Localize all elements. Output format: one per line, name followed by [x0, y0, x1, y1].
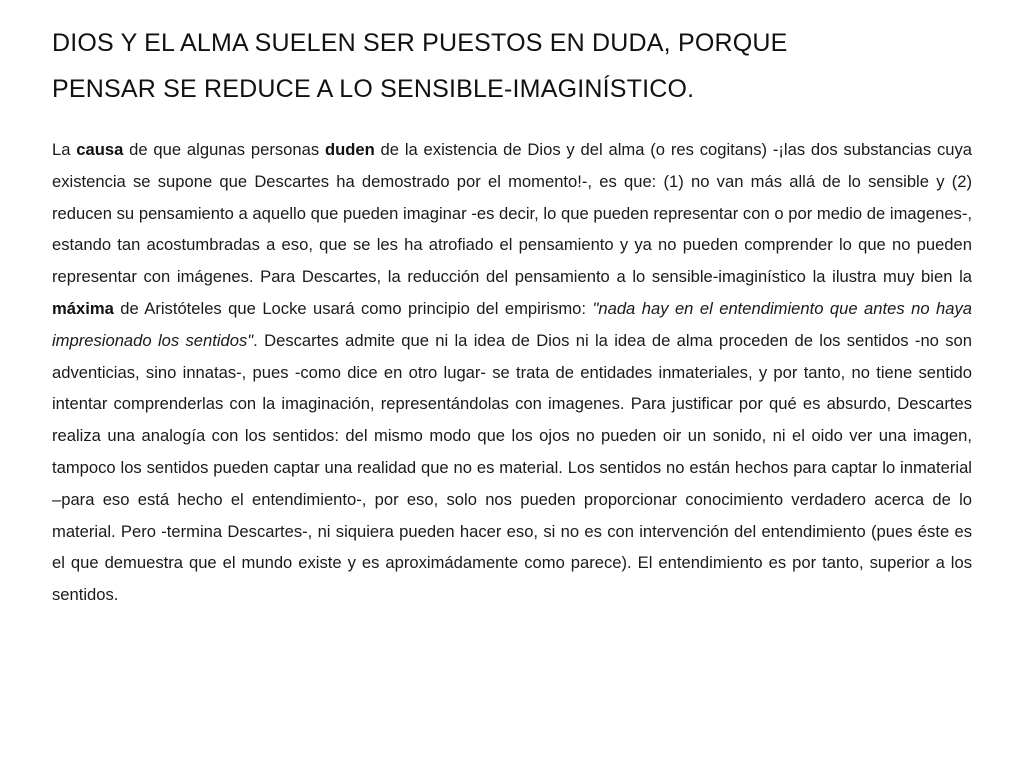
keyword-duden: duden: [324, 140, 375, 159]
paragraph-text-3: de la existencia de Dios y del alma (o res cogitans) -¡las dos substancias cuya existencia se supone que Descartes ha demostrado por el momento!-, es que: (1) no van más allá de lo sensible y (2) reducen su pensamiento a aquello que pueden imaginar -es decir, lo que pueden representar con o por medio de imagenes-, estando tan acostumbradas a eso, que se les ha atrofiado el pensamiento y ya no pueden comprender lo que no pueden representar con imágenes. Para Descartes, la reducción del pensamiento a lo sensible-imaginístico la ilustra muy bien la: [52, 140, 972, 287]
page-title: [52, 20, 972, 112]
paragraph-text-4: de Aristóteles que Locke usará como principio del empirismo:: [113, 298, 593, 318]
paragraph-text-2: de que algunas personas: [123, 140, 325, 159]
keyword-causa: causa: [76, 140, 124, 159]
body-paragraph: [52, 134, 972, 611]
document-page: [52, 0, 972, 611]
title-line-2: PENSAR SE REDUCE A LO SENSIBLE-IMAGINÍSTICO.: [52, 75, 695, 103]
paragraph-text-5: . Descartes admite que ni la idea de Dios ni la idea de alma proceden de los sentidos -no son adventicias, sino innatas-, pues -como dice en otro lugar- se trata de entidades inmateriales, y por tanto, no tiene sentido intentar comprenderlas con la imaginación, representándolas con imagenes. Para justificar por qué es absurdo, Descartes realiza una analogía con los sentidos: del mismo modo que los ojos no pueden oir un sonido, ni el oido ver una imagen, tampoco los sentidos pueden captar una realidad que no es material. Los sentidos no están hechos para captar lo inmaterial –para eso está hecho el entendimiento-, por eso, solo nos pueden proporcionar conocimiento verdadero acerca de lo material. Pero -termina Descartes-, ni siquiera pueden hacer eso, si no es con intervención del entendimiento (pues éste es el que demuestra que el mundo existe y es aproximádamente como parece). El entendimiento es por tanto, superior a los sentidos.: [52, 330, 972, 605]
keyword-maxima: máxima: [52, 298, 114, 318]
paragraph-text-1: La: [52, 140, 77, 159]
aristotle-quote: "nada hay en el entendimiento que antes no haya impresionado los sentidos": [52, 298, 972, 350]
title-line-1: DIOS Y EL ALMA SUELEN SER PUESTOS EN DUDA, PORQUE: [52, 29, 788, 57]
